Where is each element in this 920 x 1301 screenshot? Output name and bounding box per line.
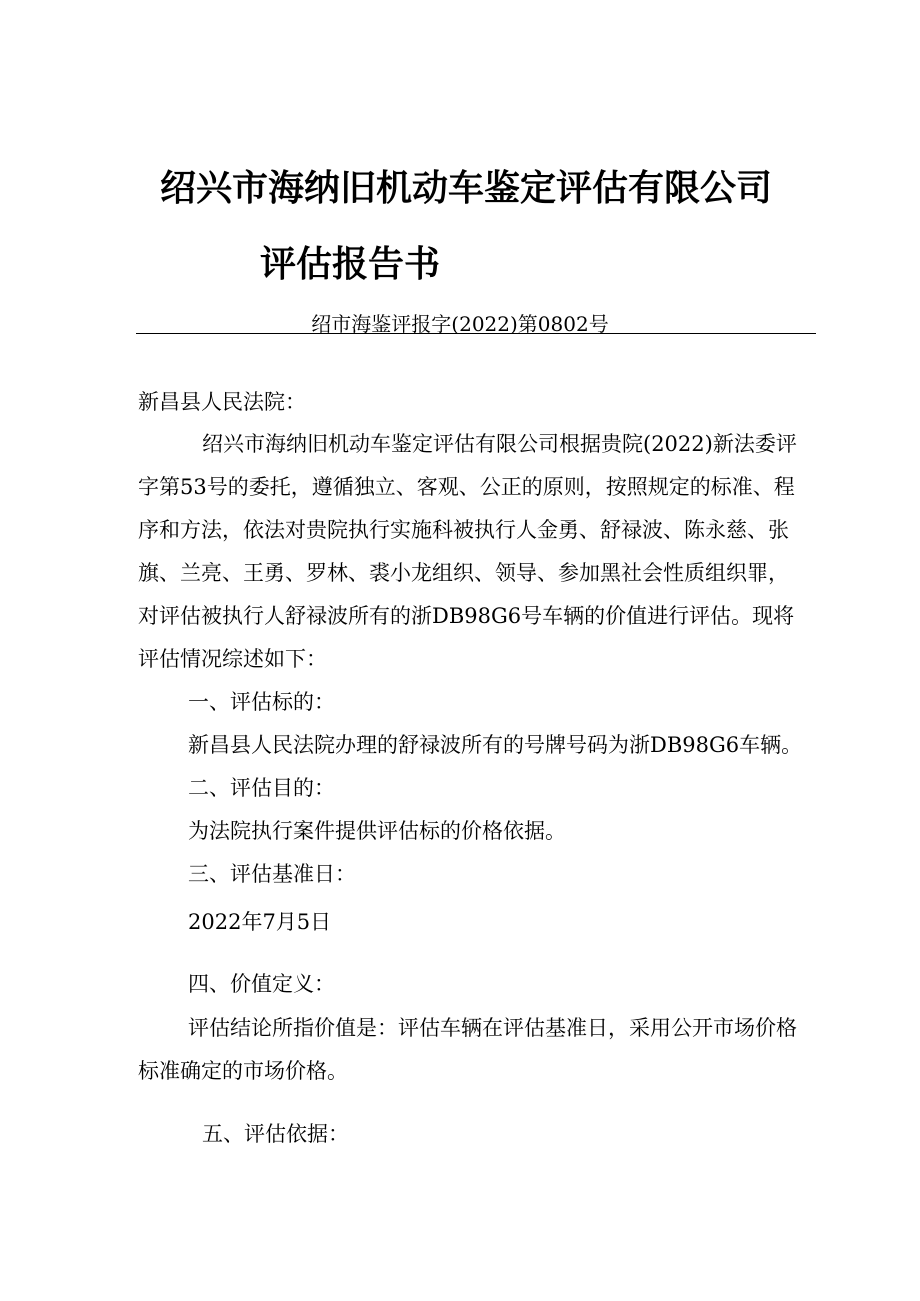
header-divider — [136, 333, 816, 334]
company-title: 绍兴市海纳旧机动车鉴定评估有限公司 — [160, 168, 773, 209]
intro-line-3: 序和方法，依法对贵院执行实施科被执行人金勇、舒禄波、陈永慈、张 — [138, 518, 789, 542]
intro-line-5: 对评估被执行人舒禄波所有的浙DB98G6号车辆的价值进行评估。现将 — [138, 604, 795, 628]
section-2-body: 为法院执行案件提供评估标的价格依据。 — [188, 819, 566, 843]
reference-number: 绍市海鉴评报字(2022)第0802号 — [311, 312, 609, 336]
intro-line-6: 评估情况综述如下： — [138, 647, 327, 671]
section-2-heading: 二、评估目的： — [188, 776, 335, 800]
section-4-body-line-1: 评估结论所指价值是：评估车辆在评估基准日，采用公开市场价格 — [188, 1016, 797, 1040]
intro-line-4: 旗、兰亮、王勇、罗林、裘小龙组织、领导、参加黑社会性质组织罪， — [138, 561, 789, 585]
section-1-heading: 一、评估标的： — [188, 690, 335, 714]
section-3-body: 2022年7月5日 — [188, 910, 332, 934]
report-title: 评估报告书 — [260, 244, 441, 285]
section-1-body: 新昌县人民法院办理的舒禄波所有的号牌号码为浙DB98G6车辆。 — [188, 733, 803, 757]
section-4-body-line-2: 标准确定的市场价格。 — [138, 1059, 348, 1083]
section-4-heading: 四、价值定义： — [188, 972, 335, 996]
section-3-heading: 三、评估基准日： — [188, 862, 356, 886]
intro-line-2: 字第53号的委托，遵循独立、客观、公正的原则，按照规定的标准、程 — [138, 475, 795, 499]
section-5-heading: 五、评估依据： — [202, 1122, 349, 1146]
intro-line-1: 绍兴市海纳旧机动车鉴定评估有限公司根据贵院(2022)新法委评 — [202, 432, 797, 456]
addressee: 新昌县人民法院： — [138, 390, 306, 414]
